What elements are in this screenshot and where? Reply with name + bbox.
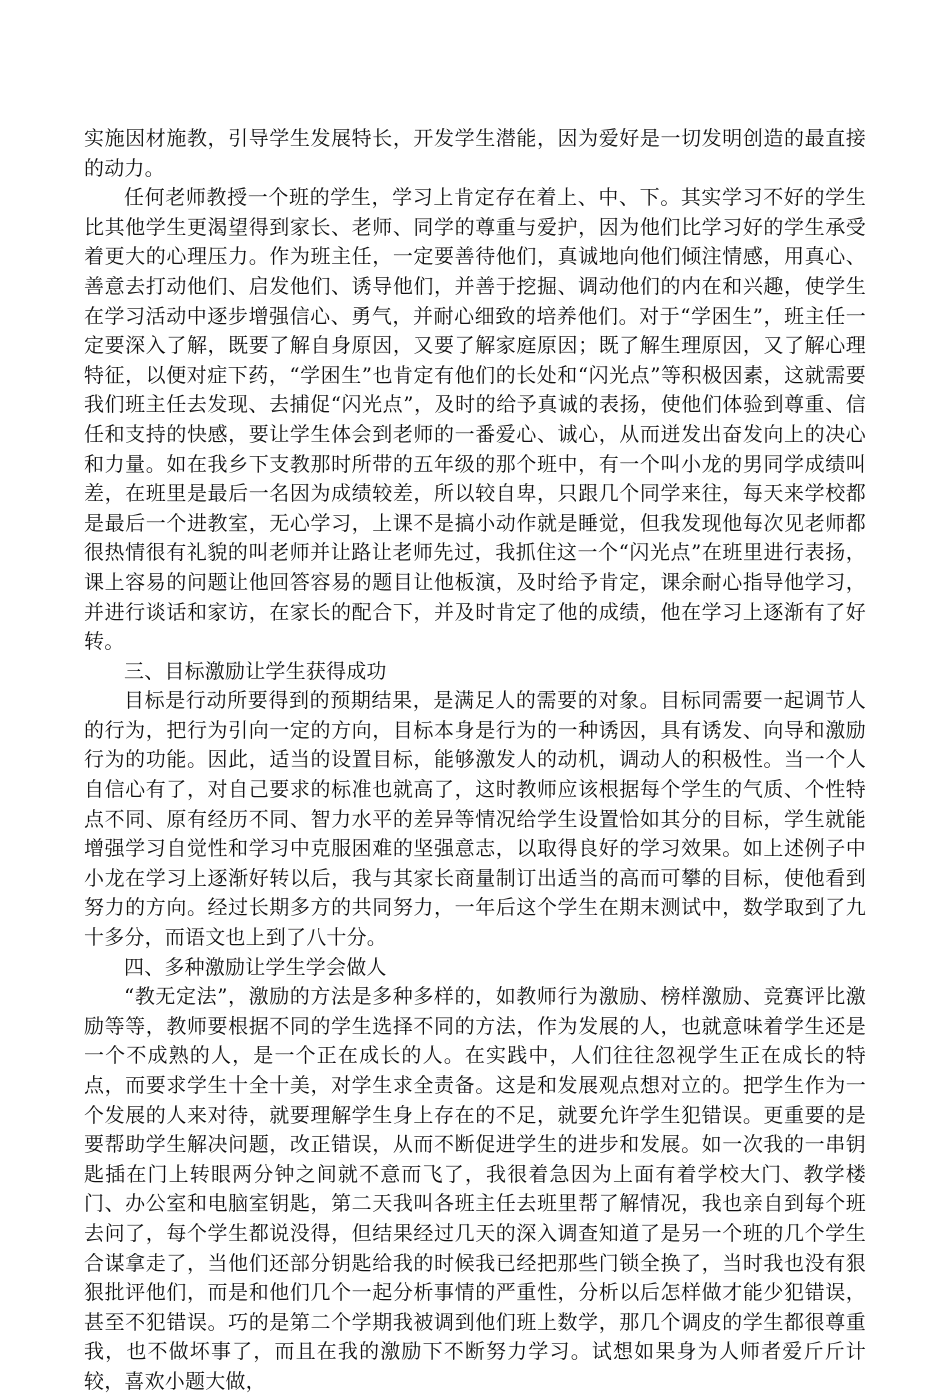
paragraph-multiple-motivation: “教无定法”，激励的方法是多种多样的，如教师行为激励、榜样激励、竞赛评比激励等等，教师要根据不同的学生选择不同的方法，作为发展的人，也就意味着学生还是一个不成熟的人，是一个正在成长的人。在实践中，人们往往忽视学生正在成长的特点，而要求学生十全十美，对学生求全责备。这是和发展观点想对立的。把学生作为一个发展的人来对待，就要理解学生身上存在的不足，就要允许学生犯错误。更重要的是要帮助学生解决问题，改正错误，从而不断促进学生的进步和发展。如一次我的一串钥匙插在门上转眼两分钟之间就不意而飞了，我很着急因为上面有着学校大门、教学楼门、办公室和电脑室钥匙，第二天我叫各班主任去班里帮了解情况，我也亲自到每个班去问了，每个学生都说没得，但结果经过几天的深入调查知道了是另一个班的几个学生合谋拿走了，当他们还部分钥匙给我的时候我已经把那些门锁全换了，当时我也没有狠狠批评他们，而是和他们几个一起分析事情的严重性，分析以后怎样做才能少犯错误，甚至不犯错误。巧的是第二个学期我被调到他们班上数学，那几个调皮的学生都很尊重我，也不做坏事了，而且在我的激励下不断努力学习。试想如果身为人师者爱斤斤计较，喜欢小题大做， (84, 984, 866, 1393)
section-heading-3: 三、目标激励让学生获得成功 (124, 658, 387, 683)
section-heading-4: 四、多种激励让学生学会做人 (124, 954, 387, 979)
document-page (84, 124, 866, 1397)
paragraph-struggling-students: 任何老师教授一个班的学生，学习上肯定存在着上、中、下。其实学习不好的学生比其他学生更渴望得到家长、老师、同学的尊重与爱护，因为他们比学习好的学生承受着更大的心理压力。作为班主任，一定要善待他们，真诚地向他们倾注情感，用真心、善意去打动他们、启发他们、诱导他们，并善于挖掘、调动他们的内在和兴趣，使学生在学习活动中逐步增强信心、勇气，并耐心细致的培养他们。对于“学困生”，班主任一定要深入了解，既要了解自身原因，又要了解家庭原因；既了解生理原因，又了解心理特征，以便对症下药，“学困生”也肯定有他们的长处和“闪光点”等积极因素，这就需要我们班主任去发现、去捕促“闪光点”，及时的给予真诚的表扬，使他们体验到尊重、信任和支持的快感，要让学生体会到老师的一番爱心、诚心，从而迸发出奋发向上的决心和力量。如在我乡下支教那时所带的五年级的那个班中，有一个叫小龙的男同学成绩叫差，在班里是最后一名因为成绩较差，所以较自卑，只跟几个同学来往，每天来学校都是最后一个进教室，无心学习，上课不是搞小动作就是睡觉，但我发现他每次见老师都很热情很有礼貌的叫老师并让路让老师先过，我抓住这一个“闪光点”在班里进行表扬，课上容易的问题让他回答容易的题目让他板演，及时给予肯定，课余耐心指导他学习，并进行谈话和家访，在家长的配合下，并及时肯定了他的成绩，他在学习上逐渐有了好转。 (84, 185, 866, 654)
paragraph-continued: 实施因材施教，引导学生发展特长，开发学生潜能，因为爱好是一切发明创造的最直接的动力。 (84, 126, 866, 180)
paragraph-goal-motivation: 目标是行动所要得到的预期结果，是满足人的需要的对象。目标同需要一起调节人的行为，把行为引向一定的方向，目标本身是行为的一种诱因，具有诱发、向导和激励行为的功能。因此，适当的设置目标，能够激发人的动机，调动人的积极性。当一个人自信心有了，对自己要求的标准也就高了，这时教师应该根据每个学生的气质、个性特点不同、原有经历不同、智力水平的差异等情况给学生设置恰如其分的目标，学生就能增强学习自觉性和学习中克服困难的坚强意志，以取得良好的学习效果。如上述例子中小龙在学习上逐渐好转以后，我与其家长商量制订出适当的高而可攀的目标，使他看到努力的方向。经过长期多方的共同努力，一年后这个学生在期末测试中，数学取到了九十多分，而语文也上到了八十分。 (84, 688, 866, 950)
